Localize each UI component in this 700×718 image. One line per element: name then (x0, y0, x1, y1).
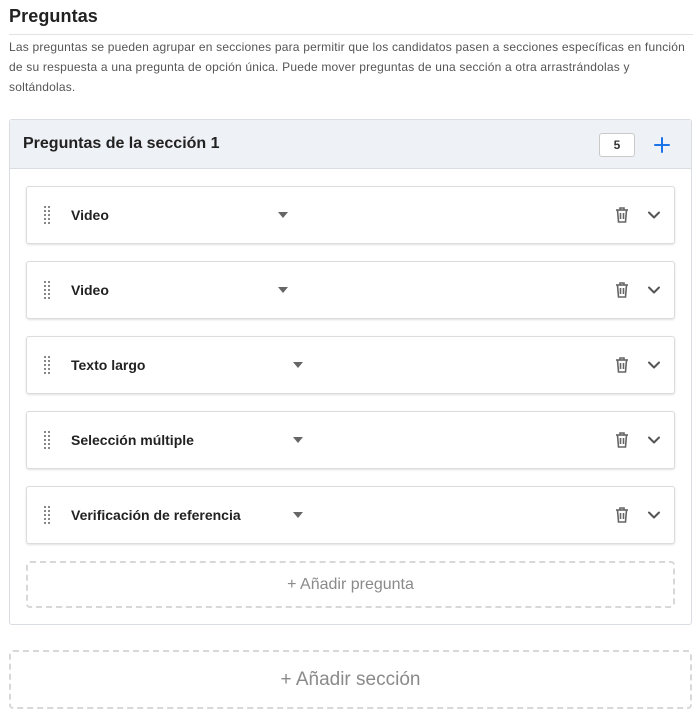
question-type-label: Video (71, 282, 109, 298)
question-count-badge: 5 (599, 133, 635, 157)
drag-handle-icon[interactable] (42, 355, 52, 375)
caret-down-icon[interactable] (290, 510, 306, 520)
caret-down-icon[interactable] (290, 360, 306, 370)
question-row[interactable] (26, 261, 675, 319)
question-type-label: Selección múltiple (71, 432, 194, 448)
question-type-label: Video (71, 207, 109, 223)
question-section-card (9, 119, 692, 625)
trash-icon[interactable] (612, 205, 632, 225)
section-title: Preguntas de la sección 1 (23, 135, 220, 152)
drag-handle-icon[interactable] (42, 205, 52, 225)
chevron-down-icon[interactable] (644, 430, 664, 450)
trash-icon[interactable] (612, 280, 632, 300)
drag-handle-icon[interactable] (42, 280, 52, 300)
page-description: Las preguntas se pueden agrupar en secciones para permitir que los candidatos pasen a secciones específicas en función de su respuesta a una pregunta de opción única. Puede mover preguntas de una sección a otra arrastrándolas y soltándolas. (9, 40, 686, 94)
trash-icon[interactable] (612, 430, 632, 450)
question-type-label: Verificación de referencia (71, 507, 241, 523)
trash-icon[interactable] (612, 505, 632, 525)
question-row[interactable] (26, 186, 675, 244)
question-row[interactable] (26, 411, 675, 469)
chevron-down-icon[interactable] (644, 280, 664, 300)
title-divider (9, 34, 693, 35)
question-row[interactable] (26, 336, 675, 394)
add-question-button[interactable]: + Añadir pregunta (26, 561, 675, 608)
add-question-plus-icon[interactable] (650, 133, 674, 157)
caret-down-icon[interactable] (275, 285, 291, 295)
caret-down-icon[interactable] (275, 210, 291, 220)
section-header (10, 120, 691, 169)
question-row[interactable] (26, 486, 675, 544)
add-section-button[interactable]: + Añadir sección (9, 650, 692, 709)
drag-handle-icon[interactable] (42, 505, 52, 525)
caret-down-icon[interactable] (290, 435, 306, 445)
chevron-down-icon[interactable] (644, 505, 664, 525)
chevron-down-icon[interactable] (644, 205, 664, 225)
question-type-label: Texto largo (71, 357, 146, 373)
drag-handle-icon[interactable] (42, 430, 52, 450)
chevron-down-icon[interactable] (644, 355, 664, 375)
trash-icon[interactable] (612, 355, 632, 375)
page-title: Preguntas (9, 6, 98, 26)
